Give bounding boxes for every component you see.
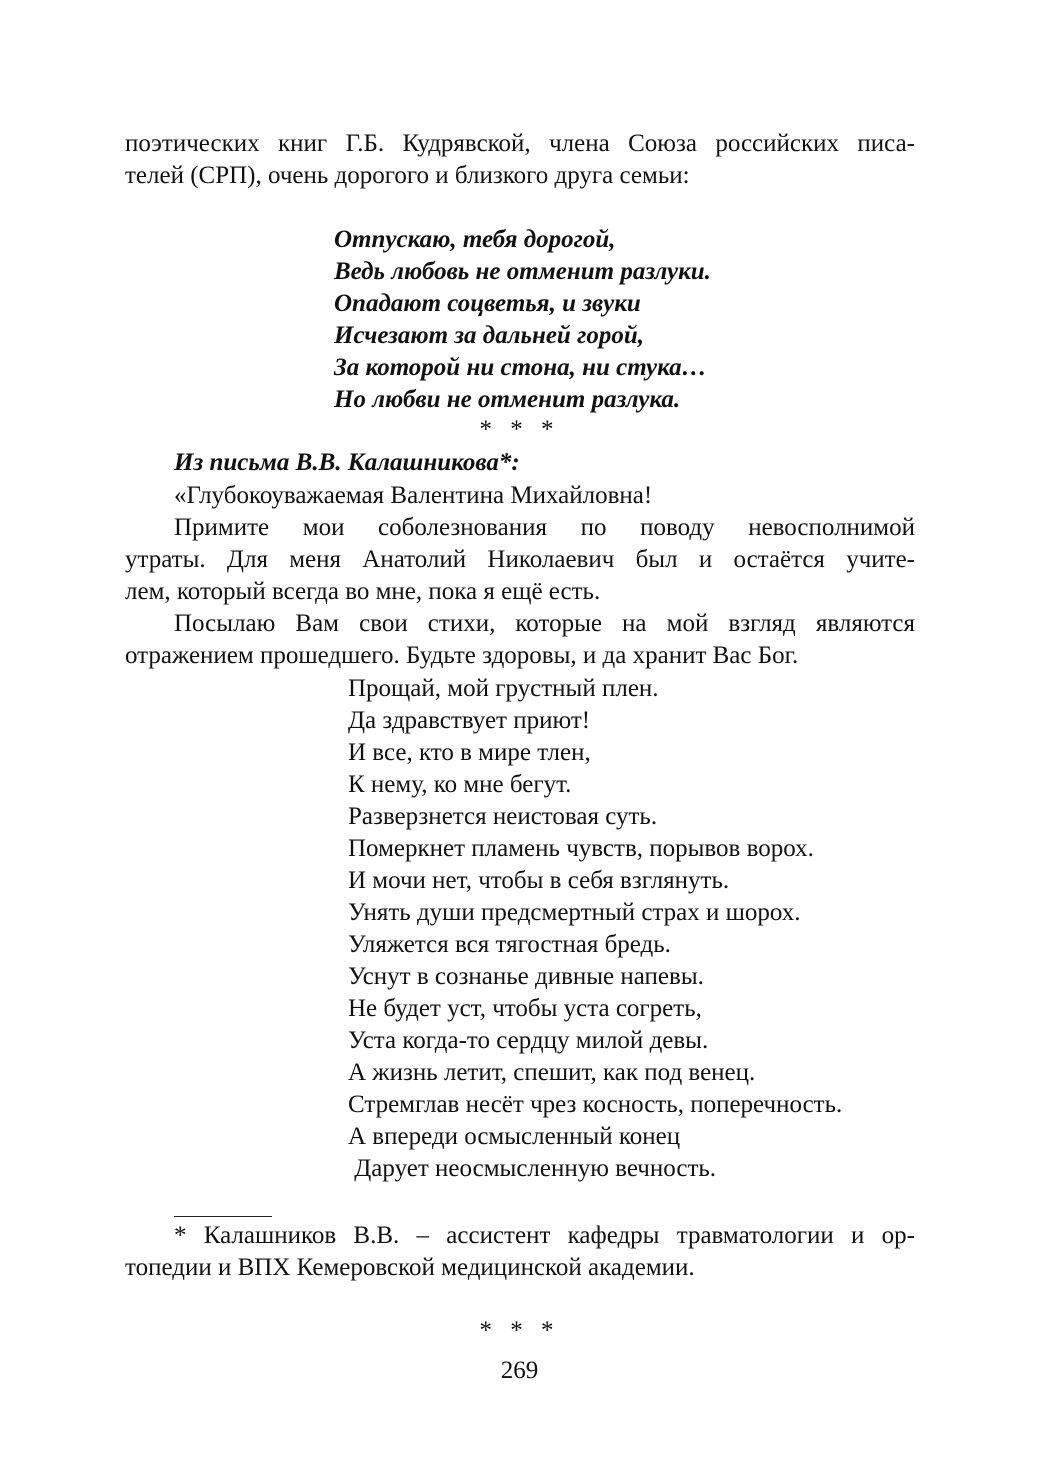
poem-1-line: Но любви не отменит разлука. (334, 386, 681, 413)
poem-1-line: Опадают соцветья, и звуки (334, 290, 641, 317)
poem-2-line: Уснут в сознанье дивные напевы. (348, 963, 704, 990)
poem-2-line: Померкнет пламень чувств, порывов ворох. (348, 835, 814, 862)
footnote-divider (174, 1216, 272, 1217)
letter-paragraph-1-line: лем, который всегда во мне, пока я ещё есть. (125, 578, 601, 605)
poem-2-line: А впереди осмысленный конец (348, 1123, 681, 1150)
letter-paragraph-1-line: утраты. Для меня Анатолий Николаевич был и остаётся учите- (125, 546, 915, 573)
poem-1-line: За которой ни стона, ни стука… (334, 354, 707, 381)
footnote-line-1: * Калашников В.В. – ассистент кафедры травматологии и ор- (174, 1222, 915, 1249)
poem-2-line: Уста когда-то сердцу милой девы. (348, 1027, 709, 1054)
letter-paragraph-2-line: отражением прошедшего. Будьте здоровы, и да хранит Вас Бог. (125, 642, 799, 669)
poem-2-line: А жизнь летит, спешит, как под венец. (348, 1059, 756, 1086)
poem-2-line: И мочи нет, чтобы в себя взглянуть. (348, 867, 730, 894)
letter-greeting: «Глубокоуважаемая Валентина Михайловна! (174, 482, 653, 509)
poem-2-line: Дарует неосмысленную вечность. (348, 1155, 717, 1182)
page-number: 269 (500, 1357, 539, 1384)
poem-2-line: Уляжется вся тягостная бредь. (348, 931, 671, 958)
intro-line-1: поэтических книг Г.Б. Кудрявской, члена Союза российских писа- (125, 130, 915, 157)
poem-2-line: Унять души предсмертный страх и шорох. (348, 899, 801, 926)
poem-1-line: Исчезают за дальней горой, (334, 322, 644, 349)
section-separator: * * * (479, 416, 560, 443)
poem-2-line: И все, кто в мире тлен, (348, 739, 591, 766)
letter-heading: Из письма В.В. Калашникова*: (174, 449, 520, 476)
poem-2-line: К нему, ко мне бегут. (348, 771, 572, 798)
poem-1-line: Ведь любовь не отменит разлуки. (334, 258, 711, 285)
poem-2-line: Прощай, мой грустный плен. (348, 675, 659, 702)
footnote-line-2: топедии и ВПХ Кемеровской медицинской академии. (125, 1254, 695, 1281)
poem-2-line: Стремглав несёт чрез косность, поперечность. (348, 1091, 843, 1118)
section-separator: * * * (479, 1317, 560, 1344)
letter-paragraph-2-line: Посылаю Вам свои стихи, которые на мой взгляд являются (174, 610, 915, 637)
poem-2-line: Да здравствует приют! (348, 707, 591, 734)
intro-line-2: телей (СРП), очень дорогого и близкого друга семьи: (125, 162, 690, 189)
poem-1-line: Отпускаю, тебя дорогой, (334, 226, 616, 253)
letter-paragraph-1-line: Примите мои соболезнования по поводу невосполнимой (174, 514, 915, 541)
poem-2-line: Не будет уст, чтобы уста согреть, (348, 995, 702, 1022)
poem-2-line: Разверзнется неистовая суть. (348, 803, 658, 830)
